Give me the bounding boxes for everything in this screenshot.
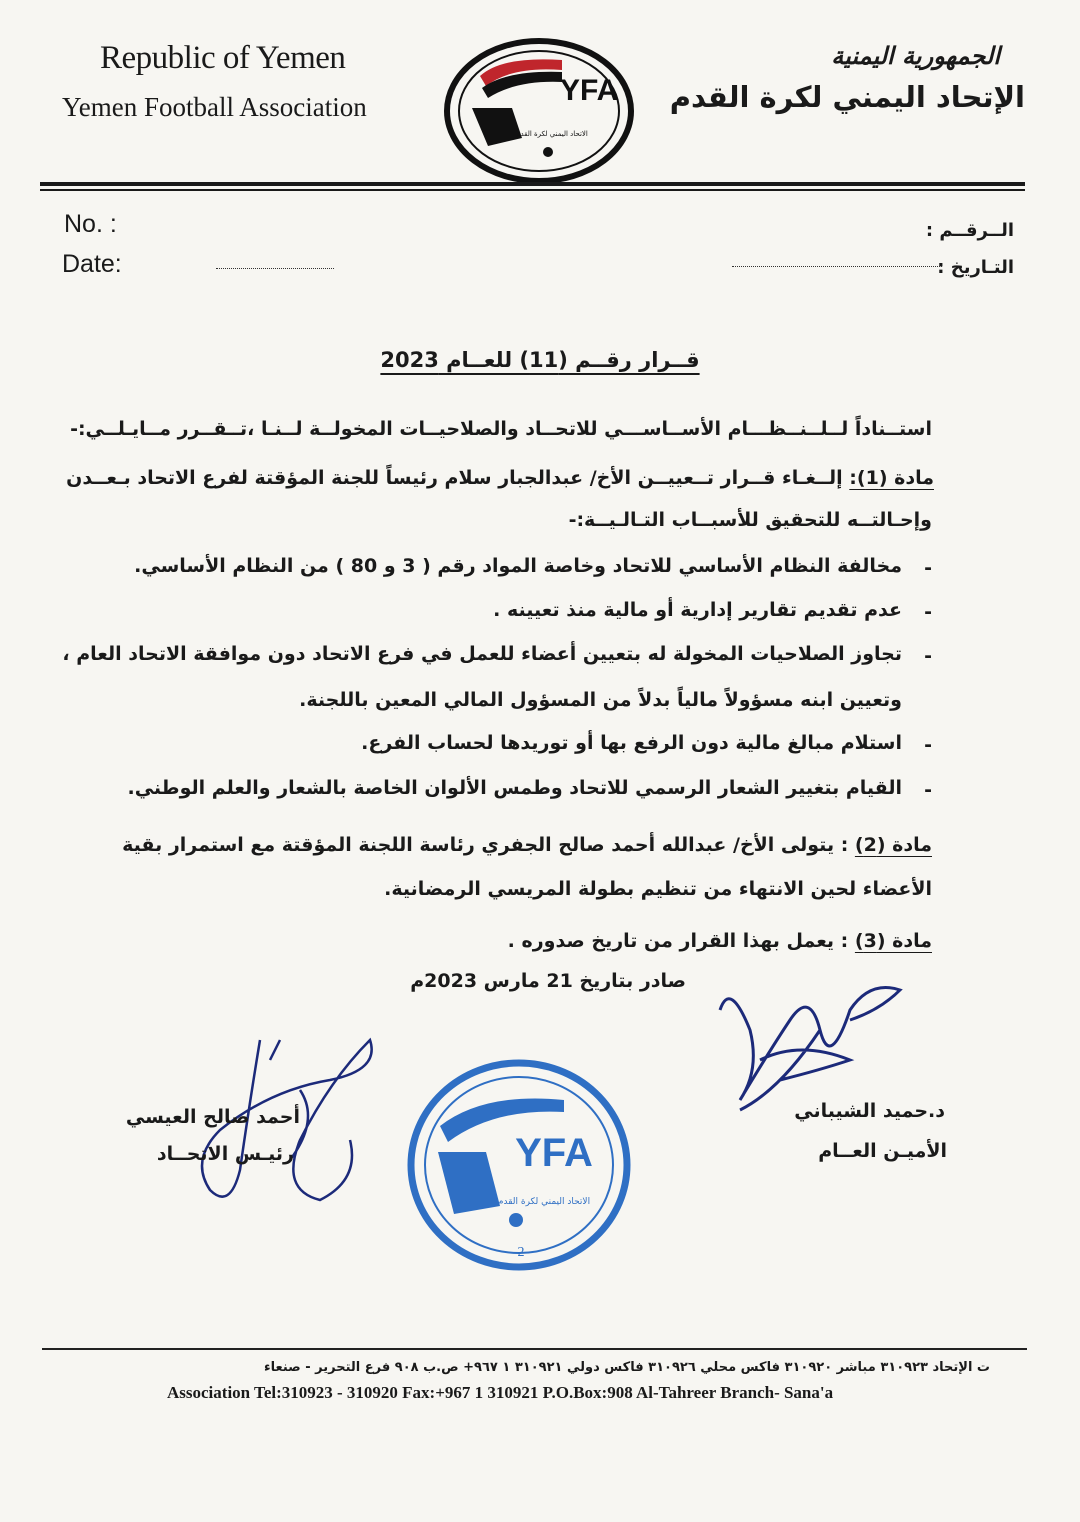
date-label: Date: [62,250,122,278]
logo-subtext: الاتحاد اليمني لكرة القدم [516,130,588,138]
reason-item-continuation: وتعيين ابنه مسؤولاً مالياً بدلاً من المسؤول المالي المعين باللجنة. [299,689,902,711]
stamp-number: 2 [517,1245,525,1260]
reason-dash: - [924,645,932,667]
president-name: أحمد صالح العيسي [125,1106,300,1128]
article-1-line-2: وإحـالتــه للتحقيق للأسبــاب التـالـيــة:- [568,509,932,531]
reason-item: استلام مبالغ مالية دون الرفع بها أو توريدها لحساب الفرع. [361,732,902,754]
reason-dash: - [924,557,932,579]
header-english-association: Yemen Football Association [62,92,367,122]
article-2-label: مادة (2) [854,834,932,856]
article-2-line-2: الأعضاء لحين الانتهاء من تنظيم بطولة المريسي الرمضانية. [384,878,932,900]
header-rule-thin [40,189,1025,191]
secretary-name: د.حميد الشيباني [794,1100,945,1122]
reason-dash: - [924,601,932,623]
header-rule [40,182,1025,186]
decision-intro: استــناداً لــلــنــظـــام الأســاســـي للاتحــاد والصلاحيــات المخولــة لــنـا ،تــقــرر مــايـلــي:- [70,418,932,440]
yfa-logo [442,38,636,184]
footer-arabic-contact: ت الإتحاد ٣١٠٩٢٣ مباشر ٣١٠٩٢٠ فاكس محلي ٣١٠٩٢٦ فاكس دولي ٣١٠٩٢١ ١ ٩٦٧+ ص.ب ٩٠٨ فرع التحرير - صنعاء [263,1360,990,1375]
reason-item: القيام بتغيير الشعار الرسمي للاتحاد وطمس الألوان الخاصة بالشعار والعلم الوطني. [127,777,902,799]
article-1-label: مادة (1): [849,467,934,489]
arabic-date-field-line [732,266,942,267]
number-label: No. : [64,210,117,238]
issue-date: صادر بتاريخ 21 مارس 2023م [410,970,686,992]
reason-item: عدم تقديم تقارير إدارية أو مالية منذ تعيينه . [493,599,902,621]
president-title: رئيـس الاتحــاد [156,1143,294,1165]
reason-item: تجاوز الصلاحيات المخولة له بتعيين أعضاء للعمل في فرع الاتحاد دون موافقة الاتحاد العام ، [62,643,902,665]
header-english-country: Republic of Yemen [100,40,346,76]
article-2-line-1: مادة (2) : يتولى الأخ/ عبدالله أحمد صالح الجفري رئاسة اللجنة المؤقتة مع استمرار بقية [122,834,932,856]
arabic-date-label: التـاريخ : [937,257,1014,278]
footer-english-contact: Association Tel:310923 - 310920 Fax:+967 1 310921 P.O.Box:908 Al-Tahreer Branch- Sana'a [167,1383,834,1402]
official-stamp [404,1056,634,1274]
secretary-title: الأميـن العــام [818,1140,947,1162]
arabic-number-label: الــرقــم : [925,220,1014,241]
reason-dash: - [924,779,932,801]
stamp-subtext: الاتحاد اليمني لكرة القدم [497,1197,591,1207]
stamp-text: YFA [515,1131,593,1175]
header-arabic-association: الإتحاد اليمني لكرة القدم [669,80,1025,114]
reason-dash: - [924,734,932,756]
article-3-line: مادة (3) : يعمل بهذا القرار من تاريخ صدوره . [507,930,932,952]
date-field-line [216,268,334,269]
logo-text: YFA [560,74,619,107]
article-3-label: مادة (3) [854,930,932,952]
article-1-line-1: مادة (1): إلــغـاء قــرار تــعييــن الأخ/ عبدالجبار سلام رئيساً للجنة المؤقتة لفرع الاتحاد بـعــدن [66,467,934,489]
decision-title: قــرار رقــم (11) للعــام 2023 [380,348,700,372]
reason-item: مخالفة النظام الأساسي للاتحاد وخاصة المواد رقم ( 3 و 80 ) من النظام الأساسي. [134,555,902,577]
header-arabic-country: الجمهورية اليمنية [831,42,1000,70]
footer-rule [42,1348,1027,1350]
